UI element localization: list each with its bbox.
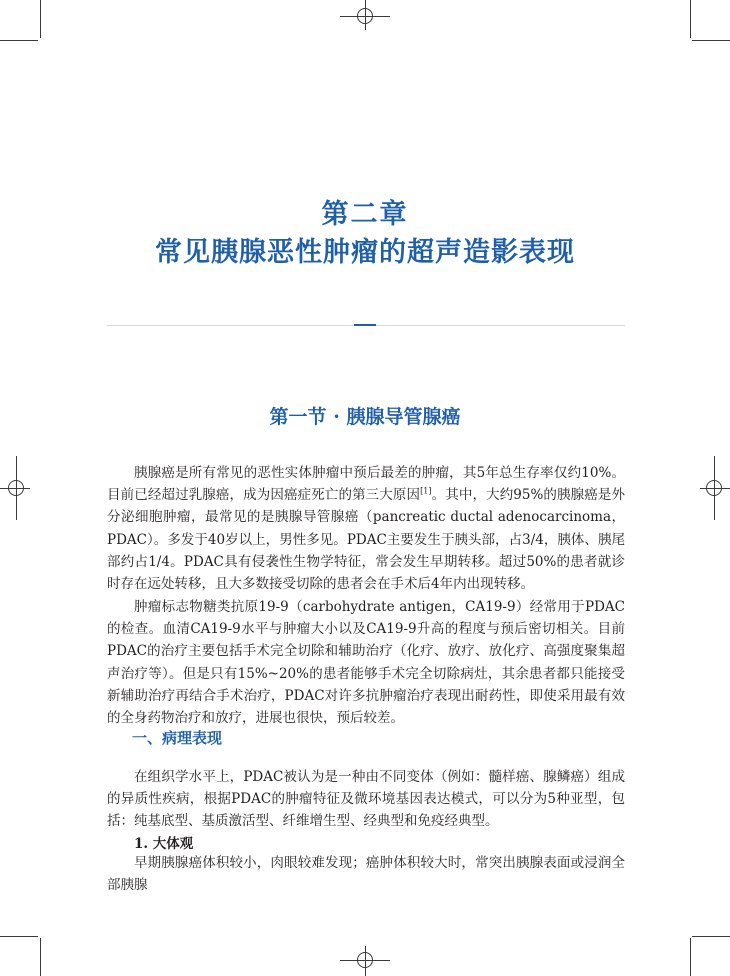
paragraph-3: 在组织学水平上，PDAC被认为是一种由不同变体（例如：髓样癌、腺鳞癌）组成的异质性疾病，根据PDAC的肿瘤特征及微环境基因表达模式，可以分为5种亚型，包括：纯基底型、基质激活型、纤维增生型、经典型和免疫经典型。 bbox=[107, 769, 625, 830]
paragraph-1-text-b: 。其中，大约95%的胰腺癌是外分泌细胞肿瘤，最常见的是胰腺导管腺癌（pancreatic ductal adenocarcinoma，PDAC）。多发于40岁以上，男性多见。PDAC主要发生于胰头部，占3/4，胰体、胰尾部约占1/4。PDAC具有侵袭性生物学特征，常会发生早期转移。超过50%的患者就诊时存在远处转移，且大多数接受切除的患者会在手术后4年内出现转移。 bbox=[107, 487, 626, 593]
paragraph-1 bbox=[107, 462, 625, 595]
chapter-title: 常见胰腺恶性肿瘤的超声造影表现 bbox=[155, 237, 575, 268]
paragraph-2: 肿瘤标志物糖类抗原19-9（carbohydrate antigen，CA19-9）经常用于PDAC的检查。血清CA19-9水平与肿瘤大小以及CA19-9升高的程度与预后密切相关。目前PDAC的治疗主要包括手术完全切除和辅助治疗（化疗、放疗、放化疗、高强度聚集超声治疗等）。但是只有15%~20%的患者能够手术完全切除病灶，其余患者都只能接受新辅助治疗再结合手术治疗，PDAC对许多抗肿瘤治疗表现出耐药性，即使采用最有效的全身药物治疗和放疗，进展也很快，预后较差。 bbox=[107, 599, 625, 727]
section-separator: · bbox=[333, 406, 340, 428]
heading-gross: 1. 大体观 bbox=[134, 836, 194, 852]
chapter-divider-accent bbox=[354, 324, 376, 326]
paragraph-4: 早期胰腺癌体积较小，肉眼较难发现；癌肿体积较大时，常突出胰腺表面或浸润全部胰腺 bbox=[107, 855, 625, 894]
chapter-number: 第二章 bbox=[321, 199, 409, 230]
section-heading bbox=[0, 402, 730, 429]
citation-ref[interactable]: [1] bbox=[420, 486, 432, 496]
heading-pathology: 一、病理表现 bbox=[132, 729, 223, 747]
section-title: 胰腺导管腺癌 bbox=[346, 406, 461, 428]
paragraph-1-text-a: 胰腺癌是所有常见的恶性实体肿瘤中预后最差的肿瘤，其5年总生存率仅约10%。目前已经超过乳腺癌，成为因癌症死亡的第三大原因 bbox=[107, 465, 625, 504]
section-number: 第一节 bbox=[269, 406, 327, 428]
